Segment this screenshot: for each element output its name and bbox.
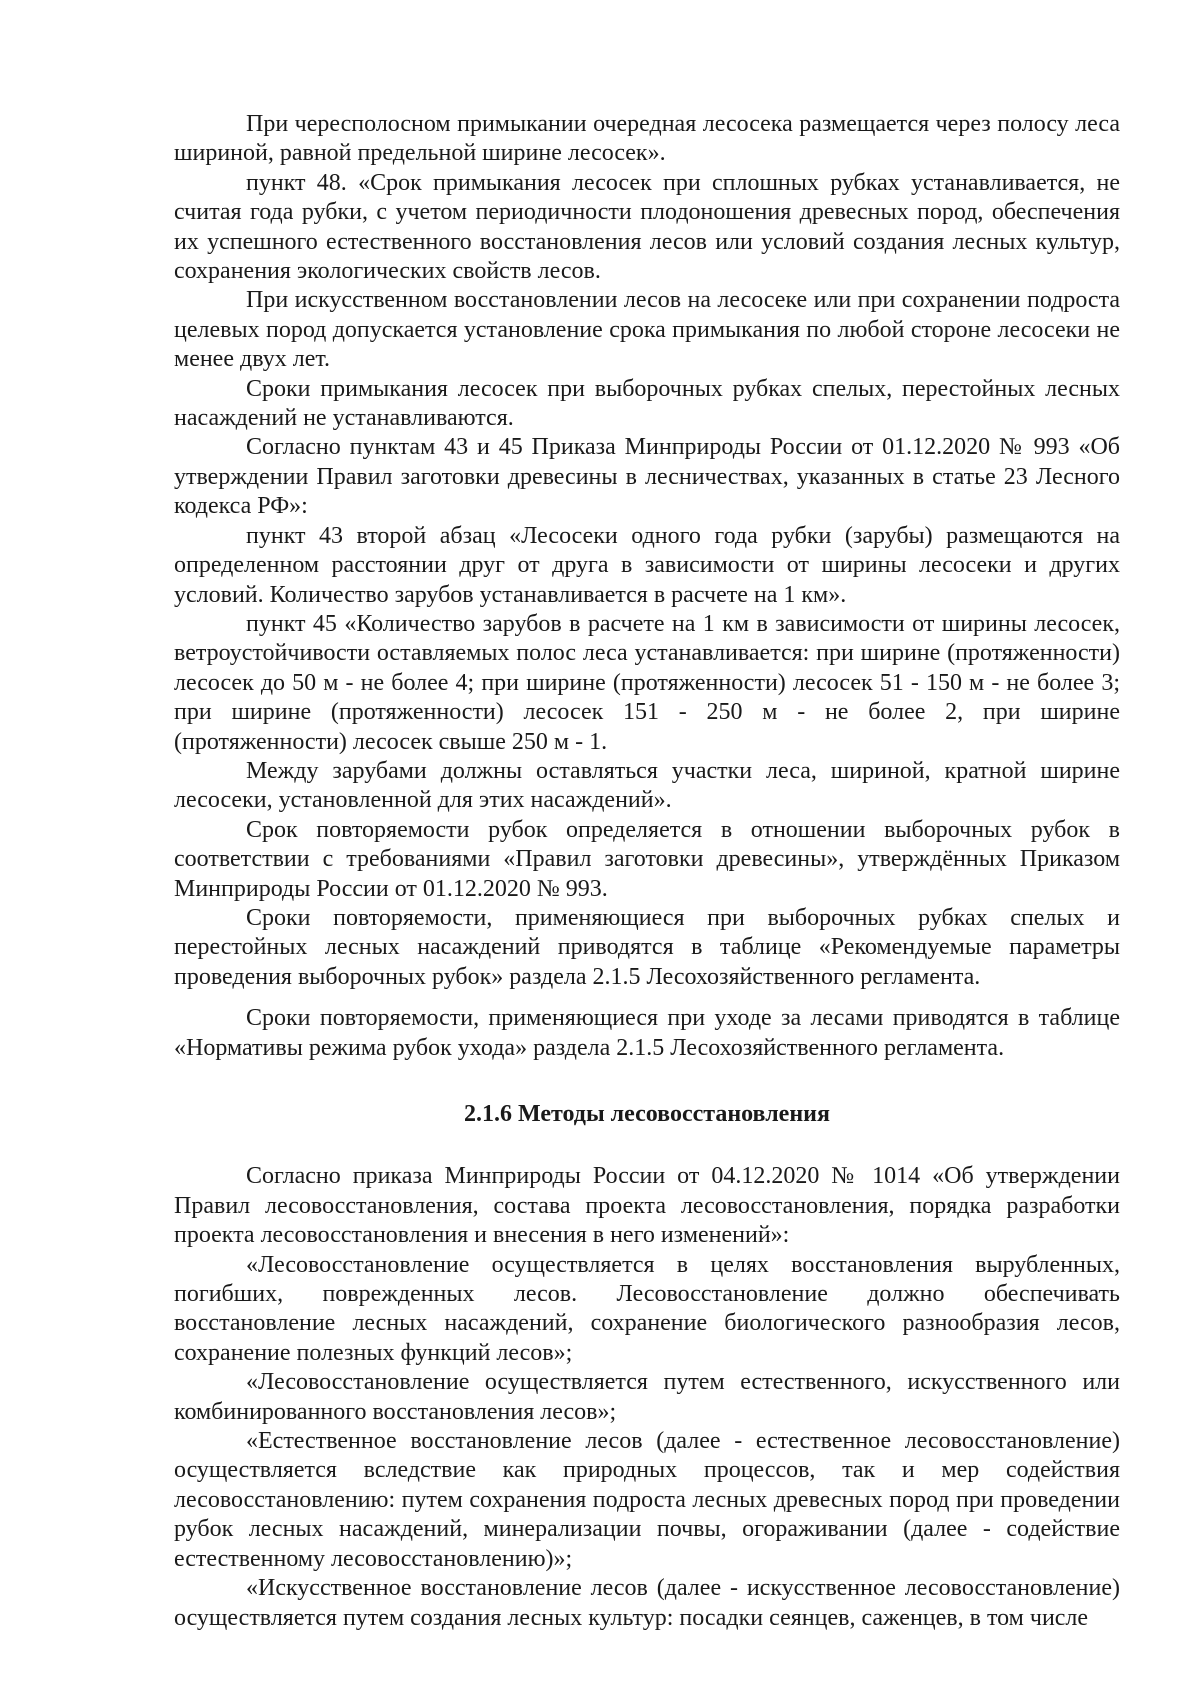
paragraph-14: «Лесовосстановление осуществляется путем естественного, искусственного или комбинированного восстановления лесов»; xyxy=(174,1369,1120,1425)
paragraph-13: «Лесовосстановление осуществляется в целях восстановления вырубленных, погибших, поврежденных лесов. Лесовосстановление должно обеспечивать восстановление лесных насаждений, сохранение биологического разнообразия лесов, сохранение полезных функций лесов»; xyxy=(174,1251,1120,1366)
paragraph-16: «Искусственное восстановление лесов (далее - искусственное лесовосстановление) осуществляется путем создания лесных культур: посадки сеянцев, саженцев, в том числе xyxy=(174,1575,1120,1631)
paragraph-3: При искусственном восстановлении лесов на лесосеке или при сохранении подроста целевых пород допускается установление срока примыкания по любой стороне лесосеки не менее двух лет. xyxy=(174,287,1120,373)
paragraph-8: Между зарубами должны оставляться участки леса, шириной, кратной ширине лесосеки, установленной для этих насаждений». xyxy=(174,757,1120,814)
paragraph-10: Сроки повторяемости, применяющиеся при выборочных рубках спелых и перестойных лесных насаждений приводятся в таблице «Рекомендуемые параметры проведения выборочных рубок» раздела 2.1.5 Лесохозяйственного регламента. xyxy=(174,904,1120,990)
paragraph-15: «Естественное восстановление лесов (далее - естественное лесовосстановление) осуществляется вследствие как природных процессов, так и мер содействия лесовосстановлению: путем сохранения подроста лесных древесных пород при проведении рубок лесных насаждений, минерализации почвы, огораживании (далее - содействие естественному лесовосстановлению)»; xyxy=(174,1428,1120,1572)
paragraph-12: Согласно приказа Минприроды России от 04.12.2020 № 1014 «Об утверждении Правил лесовосстановления, состава проекта лесовосстановления, порядка разработки проекта лесовосстановления и внесения в него изменений»: xyxy=(174,1163,1120,1249)
paragraph-5: Согласно пунктам 43 и 45 Приказа Минприроды России от 01.12.2020 № 993 «Об утверждении Правил заготовки древесины в лесничествах, указанных в статье 23 Лесного кодекса РФ»: xyxy=(174,434,1120,520)
document-page xyxy=(174,110,1120,1633)
paragraph-9: Срок повторяемости рубок определяется в отношении выборочных рубок в соответствии с требованиями «Правил заготовки древесины», утверждённых Приказом Минприроды России от 01.12.2020 № 993. xyxy=(174,816,1120,902)
paragraph-11: Сроки повторяемости, применяющиеся при уходе за лесами приводятся в таблице «Нормативы режима рубок ухода» раздела 2.1.5 Лесохозяйственного регламента. xyxy=(174,1005,1120,1061)
section-heading: 2.1.6 Методы лесовосстановления xyxy=(464,1101,830,1127)
paragraph-2: пункт 48. «Срок примыкания лесосек при сплошных рубках устанавливается, не считая года рубки, с учетом периодичности плодоношения древесных пород, обеспечения их успешного естественного восстановления лесов или условий создания лесных культур, сохранения экологических свойств лесов. xyxy=(174,169,1120,285)
paragraph-7: пункт 45 «Количество зарубов в расчете на 1 км в зависимости от ширины лесосек, ветроустойчивости оставляемых полос леса устанавливается: при ширине (протяженности) лесосек до 50 м - не более 4; при ширине (протяженности) лесосек 51 - 150 м - не более 3; при ширине (протяженности) лесосек 151 - 250 м - не более 2, при ширине (протяженности) лесосек свыше 250 м - 1. xyxy=(174,610,1120,755)
paragraph-4: Сроки примыкания лесосек при выборочных рубках спелых, перестойных лесных насаждений не устанавливаются. xyxy=(174,375,1120,432)
paragraph-1: При чересполосном примыкании очередная лесосека размещается через полосу леса шириной, равной предельной ширине лесосек». xyxy=(174,111,1120,167)
paragraph-6: пункт 43 второй абзац «Лесосеки одного года рубки (зарубы) размещаются на определенном расстоянии друг от друга в зависимости от ширины лесосеки и других условий. Количество зарубов устанавливается в расчете на 1 км». xyxy=(174,522,1120,608)
